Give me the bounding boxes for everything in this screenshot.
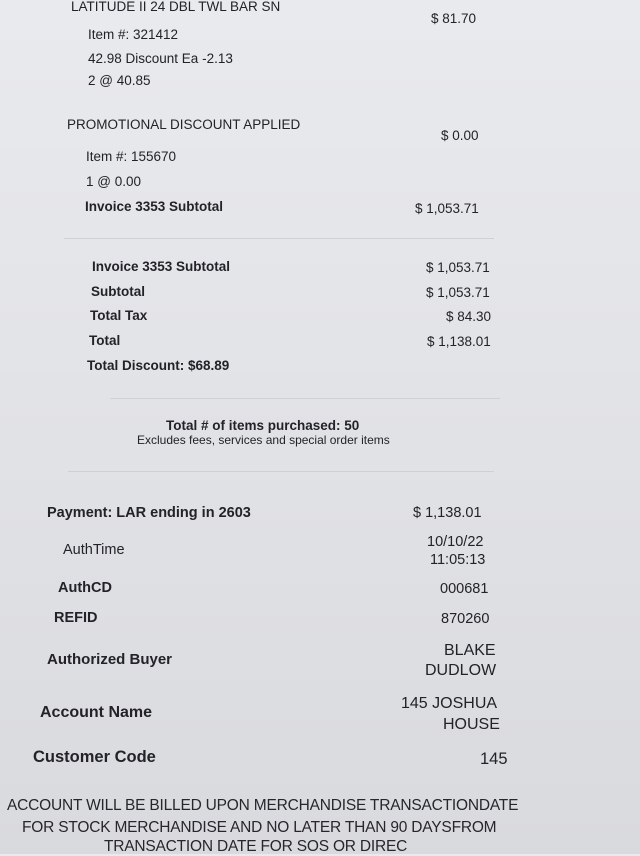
subtotal-label: Subtotal xyxy=(91,284,145,299)
item-description: LATITUDE II 24 DBL TWL BAR SN xyxy=(71,0,281,14)
customer-code-value: 145 xyxy=(480,750,508,768)
items-purchased-note: Excludes fees, services and special order items xyxy=(137,433,390,447)
total-tax-label: Total Tax xyxy=(90,308,148,323)
item-amount: $ 81.70 xyxy=(431,11,477,26)
refid-value: 870260 xyxy=(441,611,490,627)
account-name-line2: HOUSE xyxy=(443,716,500,733)
total-value: $ 1,138.01 xyxy=(427,334,491,349)
total-label: Total xyxy=(89,333,121,348)
summary-invoice-subtotal-label: Invoice 3353 Subtotal xyxy=(92,259,231,274)
summary-invoice-subtotal-value: $ 1,053.71 xyxy=(426,260,490,275)
auth-time-time: 11:05:13 xyxy=(430,552,486,568)
invoice-subtotal-label: Invoice 3353 Subtotal xyxy=(85,199,224,214)
customer-code-label: Customer Code xyxy=(33,748,156,766)
items-purchased-count: Total # of items purchased: 50 xyxy=(166,418,360,433)
account-name-line1: 145 JOSHUA xyxy=(401,695,498,712)
authorized-buyer-line2: DUDLOW xyxy=(425,662,497,679)
item-description: PROMOTIONAL DISCOUNT APPLIED xyxy=(67,117,301,132)
auth-time-label: AuthTime xyxy=(63,542,125,558)
auth-cd-label: AuthCD xyxy=(58,580,112,596)
item-amount: $ 0.00 xyxy=(441,128,479,143)
item-discount-line: 42.98 Discount Ea -2.13 xyxy=(88,51,233,66)
auth-time-date: 10/10/22 xyxy=(427,534,484,550)
payment-label: Payment: LAR ending in 2603 xyxy=(47,505,251,521)
divider xyxy=(64,238,494,239)
item-quantity-line: 2 @ 40.85 xyxy=(88,73,151,88)
invoice-subtotal-value: $ 1,053.71 xyxy=(415,201,479,216)
total-tax-value: $ 84.30 xyxy=(446,309,492,324)
divider xyxy=(68,471,494,472)
item-number: Item #: 155670 xyxy=(86,149,177,164)
billing-terms-line1: ACCOUNT WILL BE BILLED UPON MERCHANDISE TRANSACTIONDATE xyxy=(7,797,519,814)
billing-terms-line2: FOR STOCK MERCHANDISE AND NO LATER THAN 90 DAYSFROM xyxy=(22,819,497,836)
item-number: Item #: 321412 xyxy=(88,27,179,42)
item-quantity-line: 1 @ 0.00 xyxy=(86,174,141,189)
refid-label: REFID xyxy=(54,610,98,626)
total-discount: Total Discount: $68.89 xyxy=(87,358,230,373)
billing-terms-line3: TRANSACTION DATE FOR SOS OR DIREC xyxy=(104,838,408,855)
divider xyxy=(110,398,500,399)
auth-cd-value: 000681 xyxy=(440,581,489,597)
subtotal-value: $ 1,053.71 xyxy=(426,285,490,300)
payment-value: $ 1,138.01 xyxy=(413,505,482,521)
authorized-buyer-label: Authorized Buyer xyxy=(47,651,173,668)
authorized-buyer-line1: BLAKE xyxy=(444,642,496,659)
account-name-label: Account Name xyxy=(40,704,153,721)
